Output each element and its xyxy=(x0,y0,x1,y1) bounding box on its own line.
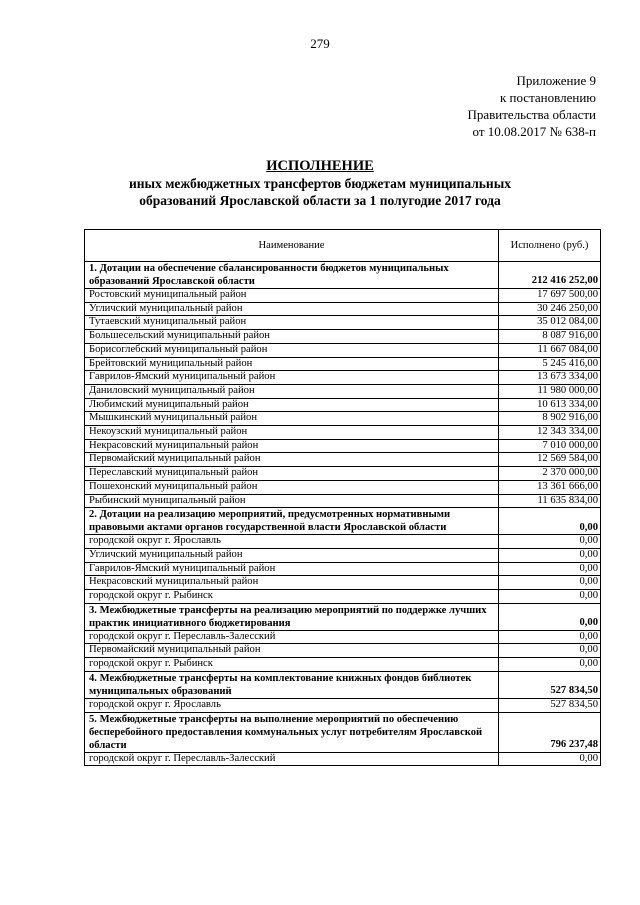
row-name: Угличский муниципальный район xyxy=(85,548,499,562)
title-main: ИСПОЛНЕНИЕ xyxy=(266,158,374,174)
section-row xyxy=(85,712,601,752)
section-name: 1. Дотации на обеспечение сбалансированности бюджетов муниципальных образований Ярославской области xyxy=(85,262,499,289)
table-row xyxy=(85,384,601,398)
section-row xyxy=(85,671,601,698)
transfers-table xyxy=(84,229,601,766)
section-row xyxy=(85,603,601,630)
table-row xyxy=(85,398,601,412)
header-name: Наименование xyxy=(85,230,499,262)
row-amount: 2 370 000,00 xyxy=(499,467,601,481)
table-row xyxy=(85,439,601,453)
section-amount: 0,00 xyxy=(499,603,601,630)
table-row xyxy=(85,412,601,426)
title-line-2: иных межбюджетных трансфертов бюджетам муниципальных xyxy=(129,176,511,191)
row-name: Первомайский муниципальный район xyxy=(85,453,499,467)
row-name: Даниловский муниципальный район xyxy=(85,384,499,398)
title-line-3: образований Ярославской области за 1 полугодие 2017 года xyxy=(139,193,501,208)
table-row xyxy=(85,480,601,494)
table-row xyxy=(85,576,601,590)
row-name: городской округ г. Переславль-Залесский xyxy=(85,752,499,766)
appendix-reference xyxy=(467,72,596,140)
row-name: городской округ г. Ярославль xyxy=(85,535,499,549)
row-amount: 0,00 xyxy=(499,590,601,604)
document-title xyxy=(0,158,640,209)
section-row xyxy=(85,508,601,535)
row-name: Некрасовский муниципальный район xyxy=(85,576,499,590)
table-row xyxy=(85,658,601,672)
row-amount: 13 361 666,00 xyxy=(499,480,601,494)
row-amount: 0,00 xyxy=(499,535,601,549)
row-name: городской округ г. Переславль-Залесский xyxy=(85,630,499,644)
page-number: 279 xyxy=(310,36,330,51)
row-name: Угличский муниципальный район xyxy=(85,302,499,316)
table-row xyxy=(85,371,601,385)
row-amount: 12 569 584,00 xyxy=(499,453,601,467)
row-amount: 0,00 xyxy=(499,576,601,590)
appendix-line-1: Приложение 9 xyxy=(516,73,596,88)
table-row xyxy=(85,644,601,658)
row-amount: 0,00 xyxy=(499,548,601,562)
table-row xyxy=(85,343,601,357)
row-name: Ростовский муниципальный район xyxy=(85,289,499,303)
row-amount: 11 667 084,00 xyxy=(499,343,601,357)
row-amount: 30 246 250,00 xyxy=(499,302,601,316)
section-amount: 212 416 252,00 xyxy=(499,262,601,289)
section-amount: 0,00 xyxy=(499,508,601,535)
row-name: городской округ г. Рыбинск xyxy=(85,590,499,604)
row-name: Первомайский муниципальный район xyxy=(85,644,499,658)
table-row xyxy=(85,467,601,481)
row-amount: 8 087 916,00 xyxy=(499,330,601,344)
row-amount: 0,00 xyxy=(499,752,601,766)
row-amount: 5 245 416,00 xyxy=(499,357,601,371)
table-row xyxy=(85,752,601,766)
table-row xyxy=(85,426,601,440)
table-row xyxy=(85,590,601,604)
table-row xyxy=(85,357,601,371)
table-row xyxy=(85,698,601,712)
row-name: Мышкинский муниципальный район xyxy=(85,412,499,426)
table-row xyxy=(85,630,601,644)
row-amount: 13 673 334,00 xyxy=(499,371,601,385)
row-name: Тутаевский муниципальный район xyxy=(85,316,499,330)
row-amount: 7 010 000,00 xyxy=(499,439,601,453)
row-name: Рыбинский муниципальный район xyxy=(85,494,499,508)
table-row xyxy=(85,548,601,562)
table-row xyxy=(85,535,601,549)
appendix-line-3: Правительства области xyxy=(467,107,596,122)
section-amount: 527 834,50 xyxy=(499,671,601,698)
section-row xyxy=(85,262,601,289)
row-name: Брейтовский муниципальный район xyxy=(85,357,499,371)
section-amount: 796 237,48 xyxy=(499,712,601,752)
row-name: Борисоглебский муниципальный район xyxy=(85,343,499,357)
appendix-line-2: к постановлению xyxy=(499,90,596,105)
row-amount: 0,00 xyxy=(499,630,601,644)
row-amount: 17 697 500,00 xyxy=(499,289,601,303)
row-amount: 0,00 xyxy=(499,644,601,658)
section-name: 3. Межбюджетные трансферты на реализацию мероприятий по поддержке лучших практик инициативного бюджетирования xyxy=(85,603,499,630)
row-name: Переславский муниципальный район xyxy=(85,467,499,481)
row-name: Любимский муниципальный район xyxy=(85,398,499,412)
row-name: Некоузский муниципальный район xyxy=(85,426,499,440)
header-amount: Исполнено (руб.) xyxy=(499,230,601,262)
row-amount: 11 635 834,00 xyxy=(499,494,601,508)
table-body xyxy=(85,262,601,766)
row-amount: 35 012 084,00 xyxy=(499,316,601,330)
table-row xyxy=(85,330,601,344)
section-name: 4. Межбюджетные трансферты на комплектование книжных фондов библиотек муниципальных образований xyxy=(85,671,499,698)
section-name: 5. Межбюджетные трансферты на выполнение мероприятий по обеспечению бесперебойного предоставления коммунальных услуг потребителям Ярославской области xyxy=(85,712,499,752)
appendix-line-4: от 10.08.2017 № 638-п xyxy=(472,124,596,139)
table-row xyxy=(85,562,601,576)
table-row xyxy=(85,494,601,508)
row-name: городской округ г. Ярославль xyxy=(85,698,499,712)
row-name: городской округ г. Рыбинск xyxy=(85,658,499,672)
row-name: Пошехонский муниципальный район xyxy=(85,480,499,494)
table-row xyxy=(85,453,601,467)
table-row xyxy=(85,316,601,330)
table-row xyxy=(85,302,601,316)
row-name: Большесельский муниципальный район xyxy=(85,330,499,344)
row-name: Некрасовский муниципальный район xyxy=(85,439,499,453)
row-amount: 12 343 334,00 xyxy=(499,426,601,440)
row-amount: 10 613 334,00 xyxy=(499,398,601,412)
row-amount: 8 902 916,00 xyxy=(499,412,601,426)
row-amount: 11 980 000,00 xyxy=(499,384,601,398)
row-name: Гаврилов-Ямский муниципальный район xyxy=(85,371,499,385)
row-amount: 0,00 xyxy=(499,562,601,576)
row-amount: 0,00 xyxy=(499,658,601,672)
row-amount: 527 834,50 xyxy=(499,698,601,712)
row-name: Гаврилов-Ямский муниципальный район xyxy=(85,562,499,576)
table-row xyxy=(85,289,601,303)
table-header-row xyxy=(85,230,601,262)
section-name: 2. Дотации на реализацию мероприятий, предусмотренных нормативными правовыми актами органов государственной власти Ярославской области xyxy=(85,508,499,535)
